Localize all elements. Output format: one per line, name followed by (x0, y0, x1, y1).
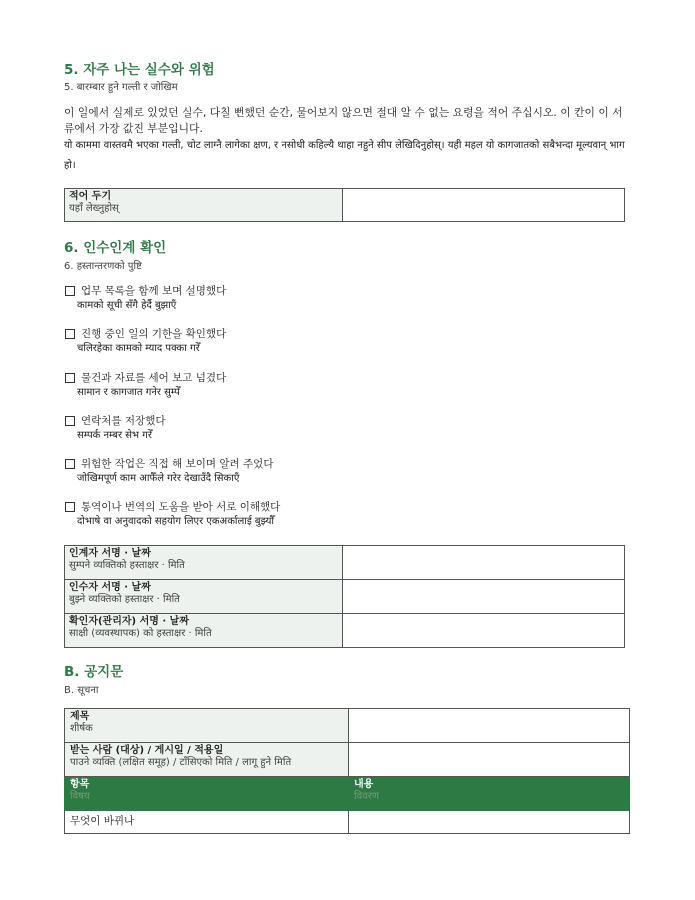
notice-input-cell[interactable] (349, 709, 630, 743)
checklist-item-ko: 물건과 자료를 세어 보고 넘겼다 (81, 372, 227, 384)
row-item-cell: 무엇이 바뀌나 (65, 811, 349, 834)
section-b-subtitle: B. सूचना (64, 685, 99, 696)
checklist-item-ko: 위험한 작업은 직접 해 보이며 알려 주었다 (81, 458, 274, 470)
checklist-item-ne: सम्पर्क नम्बर सेभ गरेँ (77, 430, 152, 441)
section-5-paragraph-ko: 이 일에서 실제로 있었던 실수, 다칠 뻔했던 순간, 물어보지 않으면 절대 알 수 없는 요령을 적어 주십시오. 이 칸이 이 서류에서 가장 값진 부분입니다. (64, 106, 623, 135)
notes-label-ne: यहाँ लेख्नुहोस् (69, 203, 119, 214)
signature-label-ne: बुझ्ने व्यक्तिको हस्ताक्षर · मिति (69, 594, 180, 605)
checkbox[interactable] (65, 416, 75, 426)
checkbox[interactable] (65, 502, 75, 512)
signature-label-ne: सुम्पने व्यक्तिको हस्ताक्षर · मिति (69, 560, 185, 571)
checkbox[interactable] (65, 286, 75, 296)
section-6-title: 6. 인수인계 확인 (64, 240, 167, 256)
notice-label-cell (65, 743, 349, 777)
checkbox[interactable] (65, 329, 75, 339)
section-6-subtitle: 6. हस्तान्तरणको पुष्टि (64, 261, 142, 272)
signature-label-cell (65, 546, 343, 580)
notice-input-cell[interactable] (349, 743, 630, 777)
signature-label-ko: 확인자(관리자) 서명 · 날짜 (69, 616, 189, 627)
notes-input-cell[interactable] (343, 189, 625, 222)
signature-label-ko: 인계자 서명 · 날짜 (69, 548, 151, 559)
column-header-content (349, 777, 630, 811)
signature-label-ne: साक्षी (व्यवस्थापक) को हस्ताक्षर · मिति (69, 628, 212, 639)
signature-input-cell[interactable] (343, 614, 625, 648)
checklist-item-ko: 연락처를 저장했다 (81, 415, 166, 427)
notice-label-cell (65, 709, 349, 743)
notice-table-header (65, 777, 630, 811)
checklist-item-ne: जोखिमपूर्ण काम आफैँले गरेर देखाउँदै सिकाएँ (77, 473, 240, 484)
checkbox[interactable] (65, 459, 75, 469)
column-header-content-ne: विवरण (354, 791, 380, 802)
table-row (65, 811, 630, 834)
signature-input-cell[interactable] (343, 546, 625, 580)
column-header-item-ko: 항목 (70, 779, 90, 790)
checklist-item-ko: 진행 중인 일의 기한을 확인했다 (81, 328, 227, 340)
section-5-paragraph-ne: यो काममा वास्तवमै भएका गल्ती, चोट लाग्नै लागेका क्षण, र नसोधी कहिल्यै थाहा नहुने सीप लेखिदिनुहोस्। यही महल यो कागजातको सबैभन्दा मूल्यवान् भाग हो। (64, 140, 625, 171)
notice-label-ne: शीर्षक (70, 723, 93, 734)
checklist-item-ne: दोभाषे वा अनुवादको सहयोग लिएर एकअर्कालाई बुझ्यौँ (77, 516, 274, 527)
section-5-title: 5. 자주 나는 실수와 위험 (64, 62, 215, 78)
checklist-item-ko: 업무 목록을 함께 보며 설명했다 (81, 285, 227, 297)
column-header-content-ko: 내용 (354, 779, 374, 790)
checklist-item-ne: चलिरहेका कामको म्याद पक्का गरेँ (77, 343, 200, 354)
signature-label-cell (65, 580, 343, 614)
notes-table (64, 188, 625, 222)
notes-label-cell (65, 189, 343, 222)
checklist-item-ne: सामान र कागजात गनेर सुम्पेँ (77, 387, 180, 398)
section-5-subtitle: 5. बारम्बार हुने गल्ती र जोखिम (64, 82, 178, 93)
signature-label-ko: 인수자 서명 · 날짜 (69, 582, 151, 593)
section-b-title: B. 공지문 (64, 664, 124, 680)
notice-label-ne: पाउने व्यक्ति (लक्षित समूह) / टाँसिएको मिति / लागू हुने मिति (70, 757, 292, 768)
checklist-item-ko: 통역이나 번역의 도움을 받아 서로 이해했다 (81, 501, 281, 513)
notice-label-ko: 제목 (70, 711, 90, 722)
checkbox[interactable] (65, 373, 75, 383)
notes-label-ko: 적어 두기 (69, 191, 112, 202)
signature-input-cell[interactable] (343, 580, 625, 614)
checklist-item-ne: कामको सूची सँगै हेर्दै बुझाएँ (77, 300, 177, 311)
notice-label-ko: 받는 사람 (대상) / 게시일 / 적용일 (70, 745, 224, 756)
signature-table (64, 545, 625, 648)
column-header-item (65, 777, 349, 811)
row-content-cell[interactable] (349, 811, 630, 834)
notice-table (64, 708, 630, 834)
column-header-item-ne: विषय (70, 791, 90, 802)
signature-label-cell (65, 614, 343, 648)
